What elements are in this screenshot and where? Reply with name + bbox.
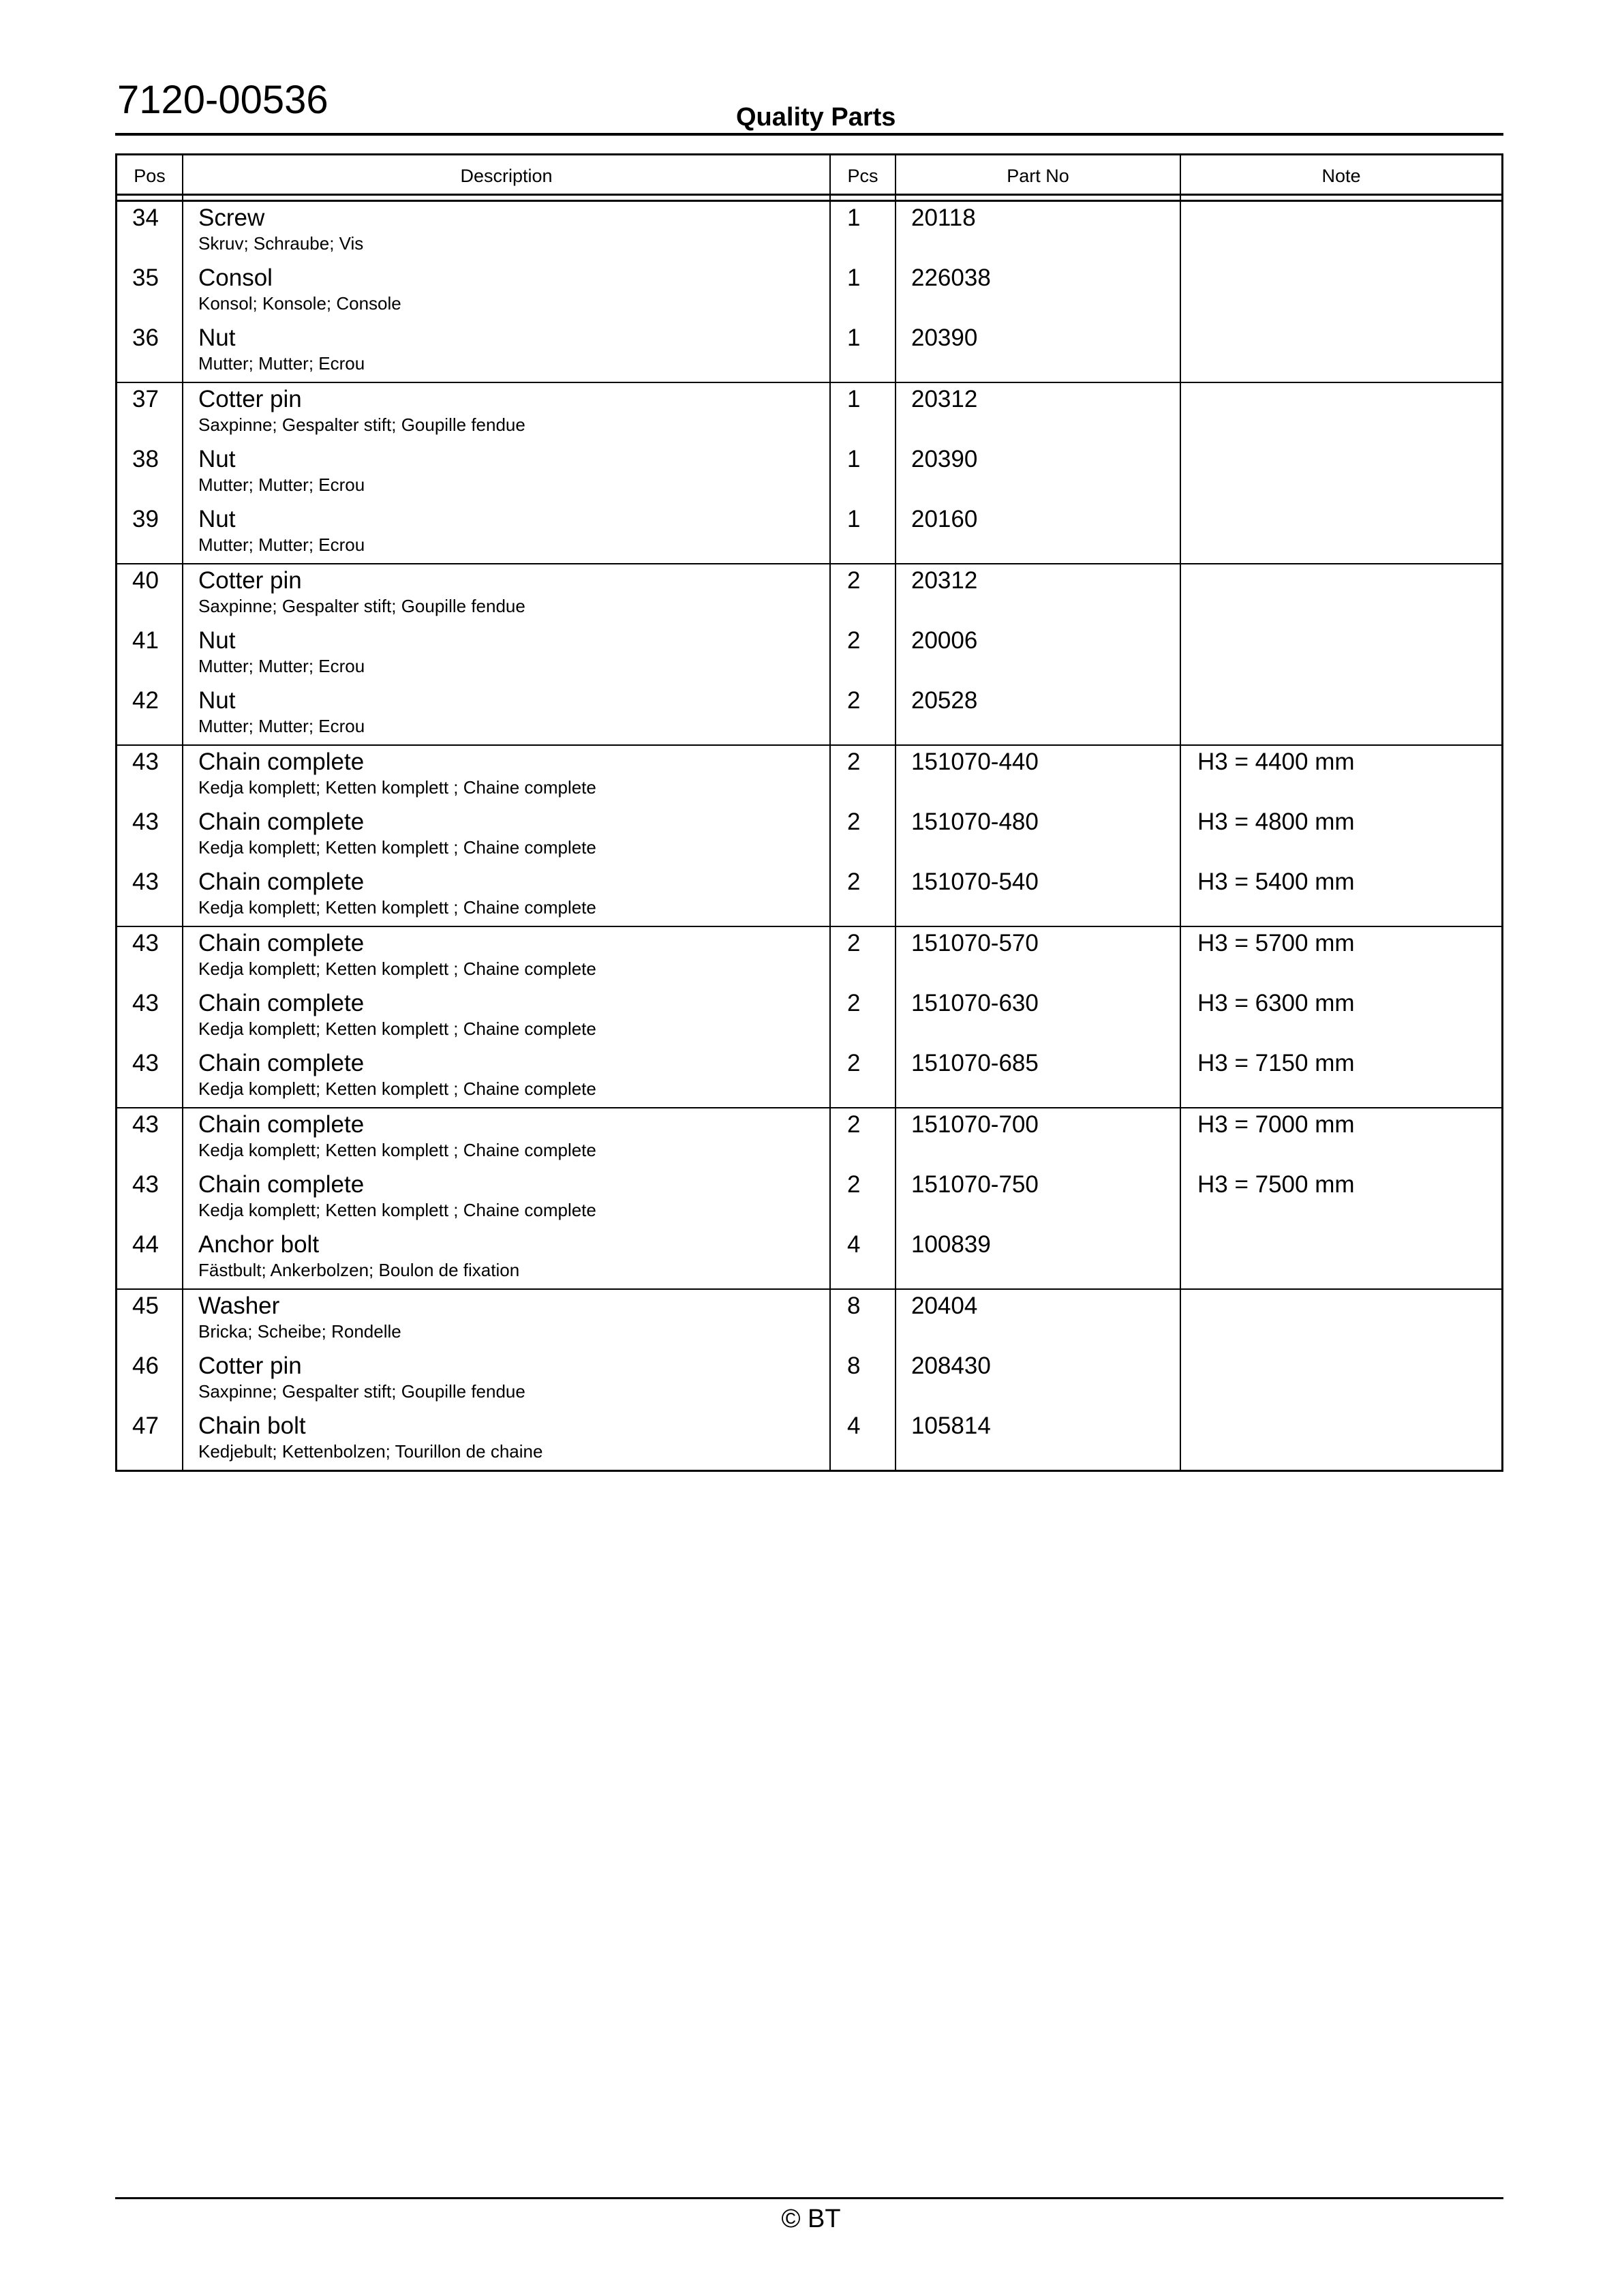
pcs: 2 [847, 1111, 861, 1138]
part-no: 151070-630 [911, 990, 1039, 1016]
description-cell [183, 987, 831, 1047]
pos-cell [117, 262, 183, 322]
table-row [117, 746, 1501, 806]
note: H3 = 7000 mm [1197, 1111, 1355, 1138]
table-row [117, 1047, 1501, 1107]
pos: 43 [132, 930, 159, 956]
part-name: Chain bolt [198, 1413, 306, 1439]
part-name: Cotter pin [198, 386, 302, 412]
row-group [117, 202, 1501, 383]
note: H3 = 7500 mm [1197, 1171, 1355, 1198]
note-cell [1181, 927, 1501, 987]
part-name: Nut [198, 627, 236, 654]
part-name: Cotter pin [198, 567, 302, 594]
pcs-cell [831, 987, 896, 1047]
part-no: 151070-480 [911, 809, 1039, 835]
note-cell [1181, 1168, 1501, 1228]
part-no: 208430 [911, 1353, 991, 1379]
pos-cell [117, 624, 183, 684]
part-translations: Kedja komplett; Ketten komplett ; Chaine complete [198, 1200, 596, 1220]
column-header-pos: Pos [117, 155, 183, 194]
table-row [117, 1168, 1501, 1228]
row-group [117, 383, 1501, 564]
pos: 34 [132, 205, 159, 231]
pcs: 2 [847, 1050, 861, 1076]
part-no-cell [896, 503, 1181, 563]
pcs-cell [831, 1047, 896, 1107]
description-cell [183, 1168, 831, 1228]
header-divider [115, 133, 1503, 136]
pcs: 1 [847, 205, 861, 231]
part-no-cell [896, 1290, 1181, 1350]
table-row [117, 1410, 1501, 1470]
table-row [117, 322, 1501, 382]
pos-cell [117, 987, 183, 1047]
pos-cell [117, 1410, 183, 1470]
pcs-cell [831, 684, 896, 744]
part-no-cell [896, 564, 1181, 624]
part-no: 226038 [911, 265, 991, 291]
pos-cell [117, 322, 183, 382]
pcs-cell [831, 1228, 896, 1288]
part-translations: Kedja komplett; Ketten komplett ; Chaine complete [198, 1018, 596, 1039]
pos: 47 [132, 1413, 159, 1439]
column-header-note: Note [1321, 166, 1361, 186]
pos-cell [117, 1350, 183, 1410]
pos-cell [117, 746, 183, 806]
part-translations: Kedja komplett; Ketten komplett ; Chaine complete [198, 1140, 596, 1160]
pos: 43 [132, 868, 159, 895]
part-name: Chain complete [198, 990, 365, 1016]
pcs-cell [831, 564, 896, 624]
part-translations: Kedja komplett; Ketten komplett ; Chaine complete [198, 1078, 596, 1099]
pos: 46 [132, 1353, 159, 1379]
pcs-cell [831, 1168, 896, 1228]
table-row [117, 202, 1501, 262]
pos-cell [117, 866, 183, 926]
description-cell [183, 1108, 831, 1168]
part-no-cell [896, 684, 1181, 744]
part-name: Nut [198, 446, 236, 472]
pcs: 2 [847, 1171, 861, 1198]
description-cell [183, 1290, 831, 1350]
table-row [117, 564, 1501, 624]
note-cell [1181, 684, 1501, 744]
note-cell [1181, 262, 1501, 322]
part-no: 20404 [911, 1293, 978, 1319]
table-row [117, 503, 1501, 563]
table-row [117, 443, 1501, 503]
part-name: Chain complete [198, 1050, 365, 1076]
pos-cell [117, 383, 183, 443]
table-header [117, 155, 1501, 196]
pos: 42 [132, 687, 159, 714]
pcs-cell [831, 1410, 896, 1470]
part-no: 151070-750 [911, 1171, 1039, 1198]
note: H3 = 5400 mm [1197, 868, 1355, 895]
pos-cell [117, 443, 183, 503]
table-row [117, 262, 1501, 322]
pos: 40 [132, 567, 159, 594]
description-cell [183, 624, 831, 684]
pcs: 4 [847, 1413, 861, 1439]
copyright: © BT [781, 2205, 841, 2233]
part-translations: Saxpinne; Gespalter stift; Goupille fendue [198, 414, 525, 435]
part-name: Chain complete [198, 1111, 365, 1138]
part-translations: Fästbult; Ankerbolzen; Boulon de fixation [198, 1260, 520, 1280]
pos-cell [117, 1047, 183, 1107]
description-cell [183, 564, 831, 624]
description-cell [183, 927, 831, 987]
note-cell [1181, 1290, 1501, 1350]
pcs-cell [831, 1290, 896, 1350]
part-no: 20312 [911, 386, 978, 412]
part-no-cell [896, 806, 1181, 866]
row-group [117, 1108, 1501, 1290]
table-row [117, 1108, 1501, 1168]
part-name: Chain complete [198, 749, 365, 775]
pcs: 1 [847, 386, 861, 412]
part-no-cell [896, 927, 1181, 987]
part-no: 20390 [911, 446, 978, 472]
pcs-cell [831, 866, 896, 926]
pcs-cell [831, 322, 896, 382]
note: H3 = 6300 mm [1197, 990, 1355, 1016]
pos: 35 [132, 265, 159, 291]
pcs-cell [831, 624, 896, 684]
pcs: 8 [847, 1353, 861, 1379]
pcs: 4 [847, 1231, 861, 1258]
part-translations: Kedja komplett; Ketten komplett ; Chaine complete [198, 777, 596, 798]
note-cell [1181, 746, 1501, 806]
part-no: 105814 [911, 1413, 991, 1439]
part-translations: Saxpinne; Gespalter stift; Goupille fendue [198, 1381, 525, 1402]
part-no-cell [896, 262, 1181, 322]
part-no-cell [896, 1168, 1181, 1228]
pos: 43 [132, 1050, 159, 1076]
part-no-cell [896, 1108, 1181, 1168]
part-no: 20006 [911, 627, 978, 654]
column-header-description: Description [183, 155, 831, 194]
part-name: Chain complete [198, 1171, 365, 1198]
part-no-cell [896, 322, 1181, 382]
description-cell [183, 806, 831, 866]
footer-divider [115, 2197, 1503, 2199]
part-no-cell [896, 1410, 1181, 1470]
pcs-cell [831, 202, 896, 262]
part-name: Nut [198, 506, 236, 532]
table-row [117, 1350, 1501, 1410]
pos: 43 [132, 1111, 159, 1138]
part-translations: Kedja komplett; Ketten komplett ; Chaine complete [198, 897, 596, 918]
pcs: 2 [847, 809, 861, 835]
pos-cell [117, 806, 183, 866]
part-no-cell [896, 1047, 1181, 1107]
part-translations: Mutter; Mutter; Ecrou [198, 656, 365, 676]
note-cell [1181, 1108, 1501, 1168]
table-row [117, 927, 1501, 987]
part-name: Nut [198, 324, 236, 351]
part-no: 20118 [911, 205, 976, 231]
pcs-cell [831, 1350, 896, 1410]
part-no: 151070-685 [911, 1050, 1039, 1076]
part-no: 151070-570 [911, 930, 1039, 956]
pos: 43 [132, 749, 159, 775]
part-no: 20160 [911, 506, 978, 532]
table-row [117, 866, 1501, 926]
pcs: 8 [847, 1293, 861, 1319]
part-name: Chain complete [198, 930, 365, 956]
pcs: 1 [847, 446, 861, 472]
header-separator [117, 196, 1501, 202]
part-no-cell [896, 866, 1181, 926]
pos-cell [117, 1290, 183, 1350]
pcs: 2 [847, 687, 861, 714]
pos-cell [117, 1228, 183, 1288]
pos: 41 [132, 627, 159, 654]
pcs-cell [831, 746, 896, 806]
table-row [117, 806, 1501, 866]
table-row [117, 1290, 1501, 1350]
part-translations: Kedjebult; Kettenbolzen; Tourillon de chaine [198, 1441, 543, 1462]
pcs-cell [831, 383, 896, 443]
note-cell [1181, 503, 1501, 563]
parts-table [115, 153, 1503, 1472]
pos: 39 [132, 506, 159, 532]
part-no: 151070-540 [911, 868, 1039, 895]
part-no: 151070-440 [911, 749, 1039, 775]
pcs: 1 [847, 324, 861, 351]
note-cell [1181, 866, 1501, 926]
part-no-cell [896, 383, 1181, 443]
pos-cell [117, 1108, 183, 1168]
part-name: Chain complete [198, 868, 365, 895]
pcs: 2 [847, 567, 861, 594]
part-no: 20528 [911, 687, 978, 714]
part-translations: Bricka; Scheibe; Rondelle [198, 1321, 401, 1342]
pcs-cell [831, 262, 896, 322]
pos-cell [117, 1168, 183, 1228]
part-translations: Konsol; Konsole; Console [198, 293, 401, 314]
part-no-cell [896, 202, 1181, 262]
description-cell [183, 443, 831, 503]
description-cell [183, 322, 831, 382]
note: H3 = 4800 mm [1197, 809, 1355, 835]
part-no: 151070-700 [911, 1111, 1039, 1138]
page-title: Quality Parts [736, 103, 896, 132]
part-name: Anchor bolt [198, 1231, 320, 1258]
part-no-cell [896, 746, 1181, 806]
note-cell [1181, 1228, 1501, 1288]
pos: 37 [132, 386, 159, 412]
table-row [117, 987, 1501, 1047]
note-cell [1181, 624, 1501, 684]
description-cell [183, 1350, 831, 1410]
note-cell [1181, 1410, 1501, 1470]
row-group [117, 746, 1501, 927]
part-translations: Skruv; Schraube; Vis [198, 233, 364, 254]
note-cell [1181, 987, 1501, 1047]
part-translations: Mutter; Mutter; Ecrou [198, 474, 365, 495]
note-cell [1181, 1350, 1501, 1410]
part-no-cell [896, 1228, 1181, 1288]
note: H3 = 7150 mm [1197, 1050, 1355, 1076]
table-row [117, 383, 1501, 443]
pos: 36 [132, 324, 159, 351]
row-group [117, 564, 1501, 746]
pcs: 2 [847, 627, 861, 654]
pos-cell [117, 684, 183, 744]
pos: 43 [132, 809, 159, 835]
pcs: 2 [847, 930, 861, 956]
row-group [117, 927, 1501, 1108]
part-translations: Mutter; Mutter; Ecrou [198, 716, 365, 736]
pcs: 2 [847, 749, 861, 775]
pcs: 2 [847, 990, 861, 1016]
part-name: Screw [198, 205, 265, 231]
note-cell [1181, 383, 1501, 443]
description-cell [183, 684, 831, 744]
note: H3 = 5700 mm [1197, 930, 1355, 956]
pcs-cell [831, 503, 896, 563]
pos-cell [117, 202, 183, 262]
description-cell [183, 866, 831, 926]
pos-cell [117, 927, 183, 987]
description-cell [183, 1410, 831, 1470]
part-no-cell [896, 443, 1181, 503]
description-cell [183, 202, 831, 262]
table-body [117, 202, 1501, 1470]
pos: 44 [132, 1231, 159, 1258]
pcs-cell [831, 443, 896, 503]
description-cell [183, 383, 831, 443]
pos-cell [117, 503, 183, 563]
description-cell [183, 746, 831, 806]
part-translations: Mutter; Mutter; Ecrou [198, 353, 365, 374]
part-no: 20312 [911, 567, 978, 594]
note: H3 = 4400 mm [1197, 749, 1355, 775]
note-cell [1181, 806, 1501, 866]
part-name: Washer [198, 1293, 280, 1319]
pcs-cell [831, 806, 896, 866]
part-name: Consol [198, 265, 273, 291]
part-translations: Saxpinne; Gespalter stift; Goupille fendue [198, 596, 525, 616]
part-no-cell [896, 1350, 1181, 1410]
column-header-pcs: Pcs [831, 155, 896, 194]
pcs-cell [831, 927, 896, 987]
description-cell [183, 503, 831, 563]
table-row [117, 624, 1501, 684]
part-name: Chain complete [198, 809, 365, 835]
pcs: 1 [847, 506, 861, 532]
column-header-part-no: Part No [896, 155, 1181, 194]
part-no-cell [896, 624, 1181, 684]
pcs-cell [831, 1108, 896, 1168]
note-cell [1181, 202, 1501, 262]
note-cell [1181, 1047, 1501, 1107]
document-number: 7120-00536 [117, 78, 328, 122]
part-no: 20390 [911, 324, 978, 351]
part-no-cell [896, 987, 1181, 1047]
pos: 45 [132, 1293, 159, 1319]
table-row [117, 684, 1501, 744]
row-group [117, 1290, 1501, 1470]
note-cell [1181, 443, 1501, 503]
description-cell [183, 262, 831, 322]
note-cell [1181, 322, 1501, 382]
pos: 43 [132, 1171, 159, 1198]
pcs: 1 [847, 265, 861, 291]
pos-cell [117, 564, 183, 624]
part-translations: Kedja komplett; Ketten komplett ; Chaine complete [198, 837, 596, 858]
description-cell [183, 1047, 831, 1107]
pos: 43 [132, 990, 159, 1016]
pcs: 2 [847, 868, 861, 895]
description-cell [183, 1228, 831, 1288]
note-cell [1181, 564, 1501, 624]
part-name: Nut [198, 687, 236, 714]
part-translations: Kedja komplett; Ketten komplett ; Chaine complete [198, 958, 596, 979]
part-no: 100839 [911, 1231, 991, 1258]
pos: 38 [132, 446, 159, 472]
table-row [117, 1228, 1501, 1288]
part-name: Cotter pin [198, 1353, 302, 1379]
part-translations: Mutter; Mutter; Ecrou [198, 534, 365, 555]
